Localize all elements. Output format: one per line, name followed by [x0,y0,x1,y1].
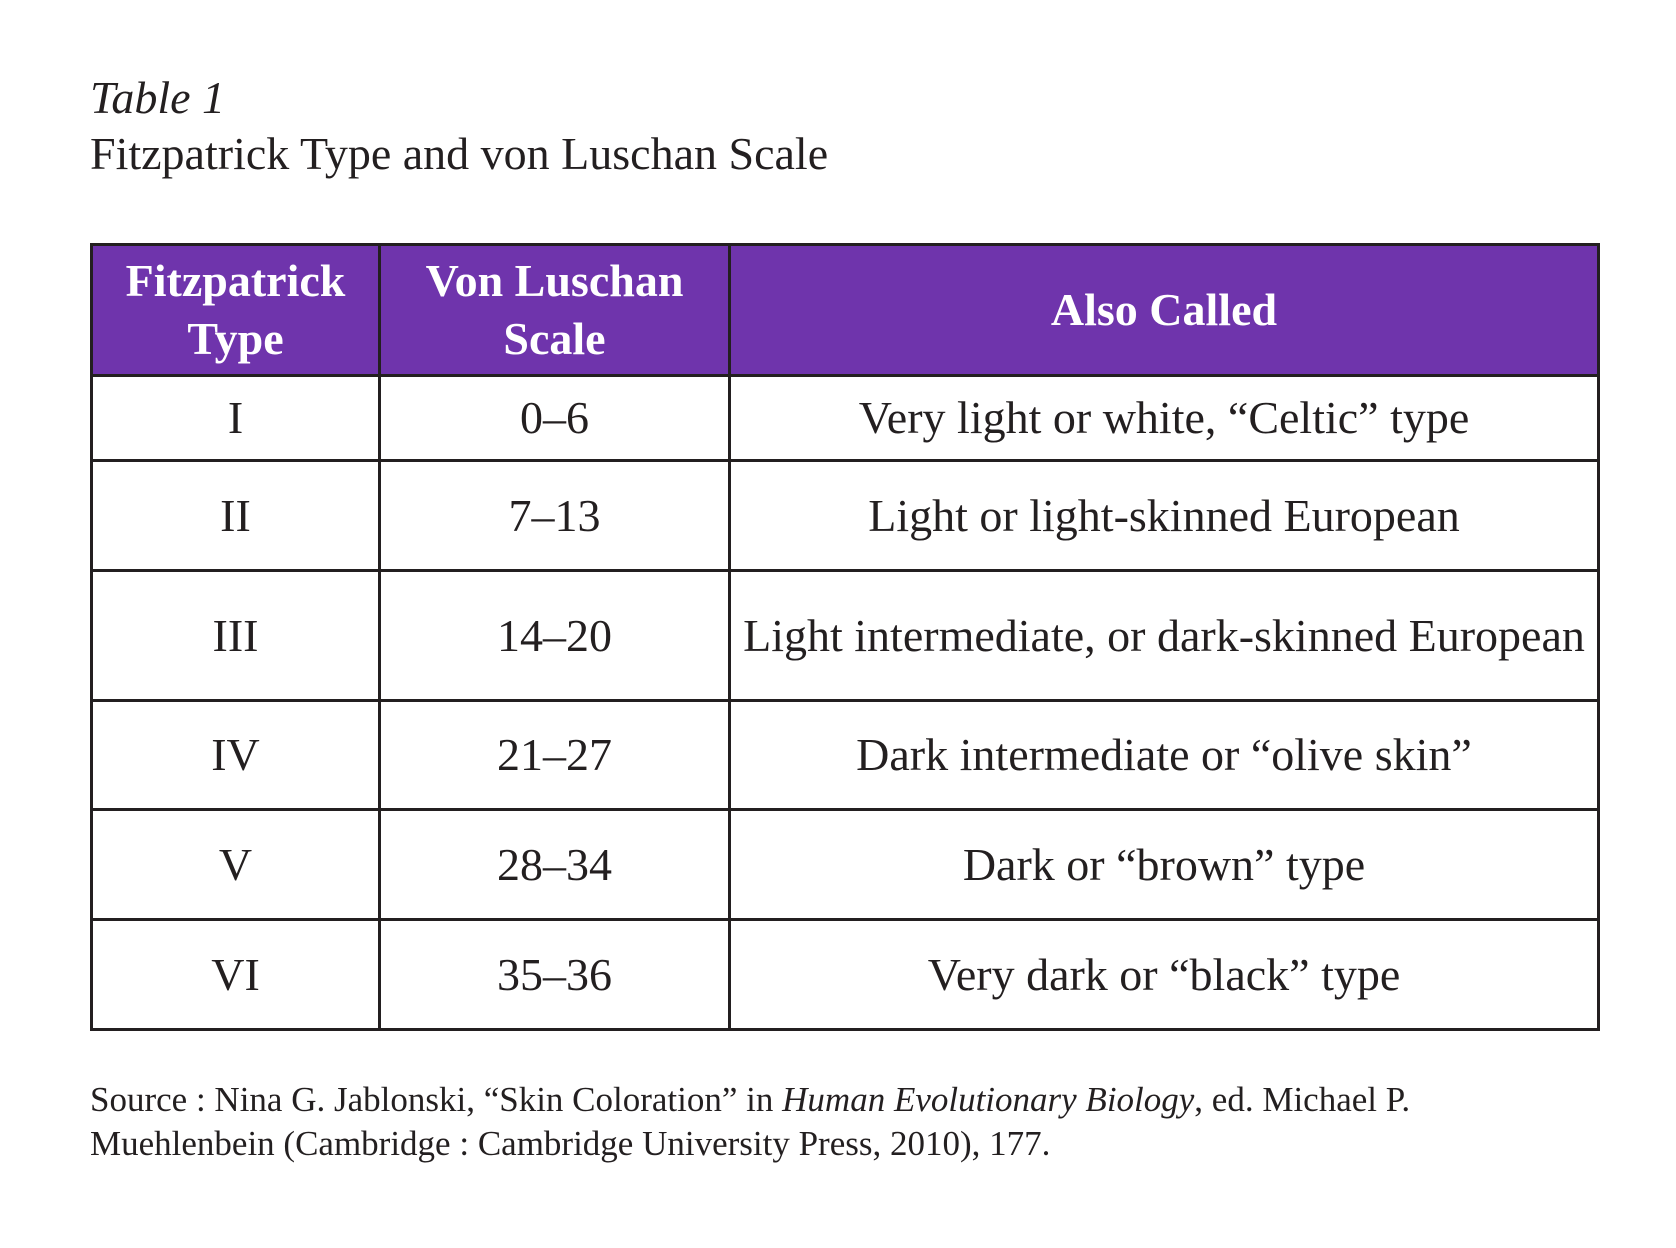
cell-type: VI [92,920,380,1030]
table-row [92,920,1599,1030]
table-row [92,701,1599,810]
table-title: Fitzpatrick Type and von Luschan Scale [90,128,829,179]
cell-scale: 0–6 [380,376,730,461]
source-prefix: Source : Nina G. Jablonski, “Skin Coloration” in [90,1080,783,1119]
cell-also-called: Very dark or “black” type [730,920,1599,1030]
table-row [92,461,1599,571]
table-row [92,810,1599,920]
source-note [90,1078,1590,1166]
table-caption [90,70,828,182]
header-also-called: Also Called [730,245,1599,376]
cell-scale: 7–13 [380,461,730,571]
cell-type: IV [92,701,380,810]
cell-also-called: Light or light-skinned European [730,461,1599,571]
cell-type: III [92,571,380,701]
cell-scale: 21–27 [380,701,730,810]
table-label: Table 1 [90,72,226,123]
cell-type: V [92,810,380,920]
cell-also-called: Light intermediate, or dark-skinned European [730,571,1599,701]
cell-scale: 35–36 [380,920,730,1030]
source-book-title: Human Evolutionary Biology [782,1080,1195,1119]
fitzpatrick-table [90,243,1600,1031]
cell-scale: 28–34 [380,810,730,920]
header-fitzpatrick-type: Fitzpatrick Type [92,245,380,376]
cell-also-called: Dark intermediate or “olive skin” [730,701,1599,810]
cell-also-called: Very light or white, “Celtic” type [730,376,1599,461]
table-header-row [92,245,1599,376]
table-row [92,376,1599,461]
cell-type: I [92,376,380,461]
header-von-luschan-scale: Von Luschan Scale [380,245,730,376]
table-row [92,571,1599,701]
cell-type: II [92,461,380,571]
cell-also-called: Dark or “brown” type [730,810,1599,920]
cell-scale: 14–20 [380,571,730,701]
source-suffix: , ed. Michael P. Muehlenbein (Cambridge : Cambridge University Press, 2010), 177. [90,1080,1411,1163]
